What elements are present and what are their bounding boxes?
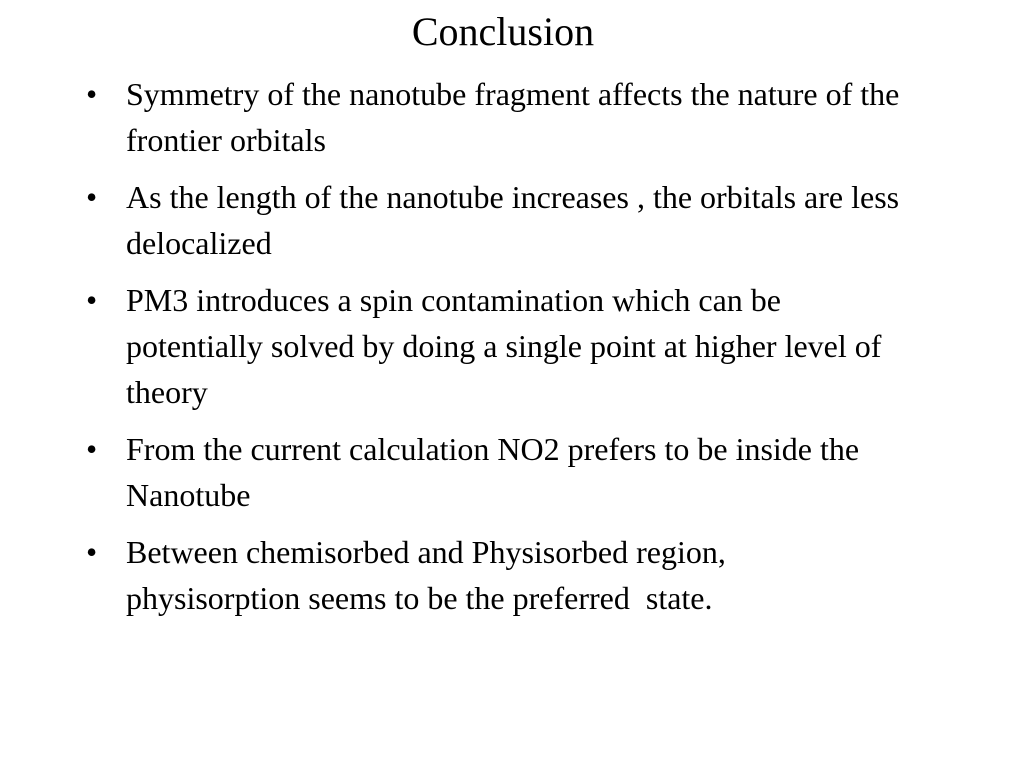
bullet-item-5: [86, 529, 906, 621]
bullet-icon: •: [86, 76, 98, 112]
bullet-list: [86, 71, 906, 632]
bullet-icon: •: [86, 534, 98, 570]
slide-title: Conclusion: [411, 9, 595, 54]
bullet-text: As the length of the nanotube increases , the orbitals are less delocalized: [126, 179, 908, 261]
bullet-text: Symmetry of the nanotube fragment affects the nature of the frontier orbitals: [126, 76, 908, 158]
bullet-icon: •: [86, 431, 98, 467]
bullet-item-3: [86, 277, 906, 415]
bullet-item-2: [86, 174, 906, 266]
bullet-icon: •: [86, 282, 98, 318]
bullet-item-1: [86, 71, 906, 163]
bullet-text: Between chemisorbed and Physisorbed region, physisorption seems to be the preferred state.: [126, 534, 734, 616]
bullet-item-4: [86, 426, 906, 518]
bullet-text: PM3 introduces a spin contamination which can be potentially solved by doing a single point at higher level of theory: [126, 282, 890, 410]
bullet-icon: •: [86, 179, 98, 215]
bullet-text: From the current calculation NO2 prefers to be inside the Nanotube: [126, 431, 868, 513]
